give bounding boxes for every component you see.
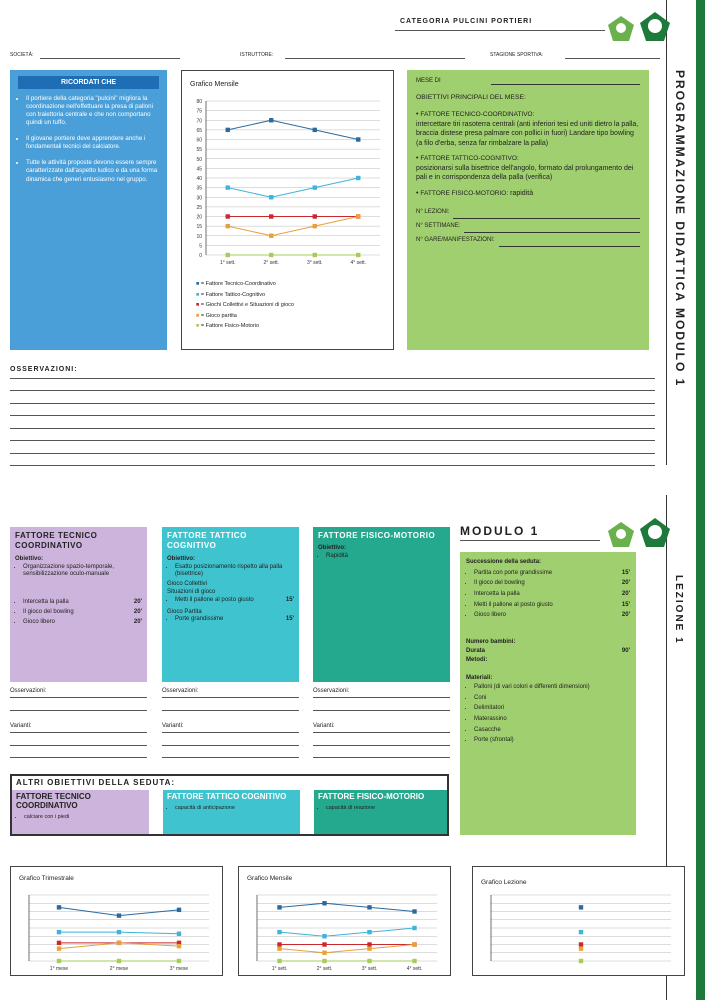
altri-col-item: • calciare con i piedi <box>24 814 145 820</box>
data-point <box>117 930 121 934</box>
settimane-field[interactable] <box>464 219 640 233</box>
data-point <box>322 942 326 946</box>
legend-item-tattico: ■ = Fattore Tattico-Cognitivo <box>196 291 266 298</box>
y-tick-label: 50 <box>196 156 202 163</box>
y-tick-label: 30 <box>196 195 202 202</box>
lezioni-field[interactable] <box>453 205 640 219</box>
side-title-top: PROGRAMMAZIONE DIDATTICA MODULO 1 <box>673 70 687 388</box>
legend-item-tecnico: ■ = Fattore Tecnico-Coordinativo <box>196 281 276 287</box>
societa-field[interactable] <box>40 58 180 59</box>
data-point <box>367 905 371 909</box>
data-point <box>579 946 583 950</box>
x-tick-label: 1° sett. <box>271 966 288 972</box>
fattore-fisico-title: FATTORE FISICO-MOTORIO <box>318 531 436 540</box>
data-point <box>57 905 61 909</box>
altri-obiettivi-title: ALTRI OBIETTIVI DELLA SEDUTA: <box>16 778 176 787</box>
esercizio-item: • Porte grandissime 15' <box>175 616 294 624</box>
y-tick-label: 0 <box>199 253 202 259</box>
y-tick-label: 35 <box>196 185 202 192</box>
altri-col-title: FATTORE FISICO-MOTORIO <box>318 792 425 801</box>
obiettivo-item: • Rapidità <box>326 553 445 561</box>
write-line[interactable] <box>162 745 299 746</box>
ricordati-item: • Tutte le attività proposte devono essere sempre caratterizzate dall'aspetto ludico e da una forma dinamica che generi entusiasmo nel gruppo. <box>26 159 159 183</box>
write-line[interactable] <box>10 403 655 404</box>
fattore-tattico-box <box>162 527 299 682</box>
y-tick-label: 70 <box>196 118 202 125</box>
data-point <box>226 128 230 132</box>
series-line <box>280 945 415 953</box>
gare-label: N° GARE/MANIFESTAZIONI: <box>416 236 495 243</box>
mese-box <box>407 70 649 350</box>
legend-item-fisico: ■ = Fattore Fisico-Motorio <box>196 323 260 329</box>
monthly-chart-panel <box>181 70 394 350</box>
obiettivo-item: • Esatto posizionamento rispetto alla palla (bisettrice) <box>175 564 294 580</box>
modulo-title: MODULO 1 <box>460 524 540 538</box>
write-line[interactable] <box>313 757 450 758</box>
write-line[interactable] <box>10 732 147 733</box>
data-point <box>277 905 281 909</box>
x-tick-label: 3° mese <box>169 966 189 972</box>
obiettivo-label: Obiettivo: <box>318 545 346 552</box>
write-line[interactable] <box>10 465 655 466</box>
y-tick-label: 60 <box>196 137 202 144</box>
x-tick-label: 2° mese <box>109 966 129 972</box>
write-line[interactable] <box>162 697 299 698</box>
data-point <box>367 942 371 946</box>
stagione-label: STAGIONE SPORTIVA: <box>490 52 544 58</box>
data-point <box>177 959 181 963</box>
osservazioni-label: Osservazioni: <box>10 688 47 694</box>
team-badge-icon <box>638 10 672 44</box>
write-line[interactable] <box>10 428 655 429</box>
osservazioni-label: Osservazioni: <box>313 688 350 694</box>
data-point <box>269 214 273 218</box>
esercizio-item: • Gioco libero 20' <box>23 619 142 627</box>
data-point <box>269 253 273 257</box>
data-point <box>579 959 583 963</box>
successione-item: • Il gioco del bowling 20' <box>474 579 630 588</box>
monthly-chart-legend <box>196 279 294 332</box>
altri-tecnico <box>12 790 149 834</box>
materiale-item: • Materassino <box>474 715 630 724</box>
y-tick-label: 40 <box>196 176 202 182</box>
data-point <box>322 901 326 905</box>
top-divider-line <box>666 0 667 465</box>
obiettivo-fisico: • FATTORE FISICO-MOTORIO: rapidità <box>416 189 534 197</box>
altri-col-title: FATTORE TECNICO COORDINATIVO <box>16 792 91 810</box>
altri-col-title: FATTORE TATTICO COGNITIVO <box>167 792 287 801</box>
data-point <box>226 185 230 189</box>
write-line[interactable] <box>10 390 655 391</box>
data-point <box>412 926 416 930</box>
write-line[interactable] <box>10 697 147 698</box>
y-tick-label: 20 <box>196 214 202 221</box>
y-tick-label: 5 <box>199 243 202 250</box>
data-point <box>57 941 61 945</box>
goalkeeper-logo-icon <box>606 520 636 550</box>
data-point <box>412 909 416 913</box>
data-point <box>313 214 317 218</box>
data-point <box>277 942 281 946</box>
data-point <box>226 253 230 257</box>
data-point <box>226 224 230 228</box>
fattore-tattico-title: FATTORE TATTICO COGNITIVO <box>167 531 247 551</box>
data-point <box>177 932 181 936</box>
side-color-bar <box>696 0 705 1000</box>
obiettivo-tecnico: • FATTORE TECNICO-COORDINATIVO: intercettare tiri rasoterra centrali (anti inferiori tesi ed uniti dietro la palla, braccia distese presa palmare con pollici in fuori) Landare tipo bowling (a filo d'erba, senza far rimbalzare la palla) <box>416 111 639 147</box>
y-tick-label: 75 <box>196 108 202 115</box>
y-tick-label: 65 <box>196 127 202 134</box>
legend-item-partita: ■ = Gioco partita <box>196 312 237 319</box>
esercizio-item: • Il gioco del bowling 20' <box>23 609 142 617</box>
data-point <box>367 959 371 963</box>
y-tick-label: 45 <box>196 166 202 173</box>
obiettivo-tattico: • FATTORE TATTICO-COGNITIVO: posizionarsi sulla bisettrice dell'angolo, formato dal prolungamento dei pali e in corrispondenza della palla (verifica) <box>416 155 634 182</box>
successione-item: • Partita con porte grandissime 15' <box>474 569 630 578</box>
data-point <box>57 946 61 950</box>
quarterly-chart <box>15 889 215 973</box>
data-point <box>579 905 583 909</box>
write-line[interactable] <box>10 378 655 379</box>
durata-row: Durata 90' <box>466 647 630 654</box>
write-line[interactable] <box>10 745 147 746</box>
materiali-title: Materiali: <box>466 675 493 682</box>
settimane-label: N° SETTIMANE: <box>416 222 461 229</box>
obiettivo-item: • Organizzazione spazio-temporale, sensibilizzazione oculo-manuale <box>23 564 142 580</box>
lesson-chart-title: Grafico Lezione <box>481 879 527 886</box>
quarterly-chart-title: Grafico Trimestrale <box>19 875 74 882</box>
x-tick-label: 2° sett. <box>316 966 333 972</box>
successione-item: • Gioco libero 20' <box>474 611 630 620</box>
fattore-tecnico-title: FATTORE TECNICO COORDINATIVO <box>15 531 98 551</box>
altri-tattico <box>163 790 300 834</box>
monthly-small-chart-panel <box>238 866 451 976</box>
data-point <box>412 959 416 963</box>
sub-heading: Gioco Partita <box>167 608 202 615</box>
data-point <box>356 137 360 141</box>
lezioni-label: N° LEZIONI: <box>416 208 450 215</box>
x-tick-label: 1° sett. <box>219 260 236 266</box>
materiale-item: • Palloni (di vari colori e differenti dimensioni) <box>474 683 630 692</box>
ricordati-box <box>10 70 167 350</box>
x-tick-label: 3° sett. <box>306 260 323 266</box>
data-point <box>367 930 371 934</box>
series-line <box>280 903 415 911</box>
legend-item-giochi: ■ = Giochi Collettivi e Situazioni di gioco <box>196 302 294 308</box>
write-line[interactable] <box>313 732 450 733</box>
data-point <box>177 908 181 912</box>
varianti-label: Varianti: <box>10 723 32 729</box>
quarterly-chart-panel <box>10 866 223 976</box>
write-line[interactable] <box>313 745 450 746</box>
x-tick-label: 4° sett. <box>406 966 423 972</box>
ricordati-item: • Il giovane portiere deve apprendere anche i fondamentali tecnici del calciatore. <box>26 135 159 151</box>
ricordati-item: • Il portiere della categoria "pulcini" migliora la coordinazione nell'effettuare la presa di palloni con traiettoria centrale e che non comportano quindi un tuffo. <box>26 95 159 127</box>
obiettivo-label: Obiettivo: <box>167 555 195 562</box>
x-tick-label: 3° sett. <box>361 966 378 972</box>
obiettivi-title: OBIETTIVI PRINCIPALI DEL MESE: <box>416 94 526 101</box>
metodi-label: Metodi: <box>466 656 488 663</box>
y-tick-label: 10 <box>196 233 202 240</box>
data-point <box>269 195 273 199</box>
write-line[interactable] <box>313 697 450 698</box>
x-tick-label: 4° sett. <box>350 260 367 266</box>
materiale-item: • Coni <box>474 694 630 703</box>
monthly-chart <box>186 95 386 275</box>
mese-di-field[interactable] <box>491 76 640 85</box>
obiettivo-label: Obiettivo: <box>15 555 43 562</box>
data-point <box>313 185 317 189</box>
stagione-field[interactable] <box>565 58 660 59</box>
write-line[interactable] <box>313 710 450 711</box>
series-line <box>280 928 415 936</box>
istruttore-field[interactable] <box>285 58 465 59</box>
numero-bambini-label: Numero bambini: <box>466 639 516 646</box>
data-point <box>356 176 360 180</box>
write-line[interactable] <box>162 732 299 733</box>
y-tick-label: 55 <box>196 147 202 154</box>
mese-di-label: MESE DI <box>416 77 441 84</box>
osservazioni-title: OSSERVAZIONI: <box>10 366 78 373</box>
data-point <box>579 930 583 934</box>
x-tick-label: 1° mese <box>49 966 69 972</box>
ricordati-title: RICORDATI CHE <box>18 76 159 89</box>
varianti-label: Varianti: <box>162 723 184 729</box>
write-line[interactable] <box>10 415 655 416</box>
data-point <box>322 934 326 938</box>
sub-heading: Situazioni di gioco <box>167 588 216 595</box>
altri-fisico <box>314 790 447 834</box>
altri-col-item: • capacità di anticipazione <box>175 805 296 811</box>
istruttore-label: ISTRUTTORE: <box>240 52 274 58</box>
esercizio-item: • Metti il pallone al posto giusto 15' <box>175 597 294 605</box>
data-point <box>226 214 230 218</box>
osservazioni-label: Osservazioni: <box>162 688 199 694</box>
y-tick-label: 15 <box>196 224 202 231</box>
header-rule <box>395 30 605 31</box>
y-tick-label: 25 <box>196 204 202 211</box>
successione-title: Successione della seduta: <box>466 559 542 565</box>
data-point <box>117 913 121 917</box>
successione-item: • Intercetta la palla 20' <box>474 590 630 599</box>
fattore-fisico-box <box>313 527 450 682</box>
x-tick-label: 2° sett. <box>263 260 280 266</box>
data-point <box>117 959 121 963</box>
data-point <box>269 118 273 122</box>
write-line[interactable] <box>10 710 147 711</box>
write-line[interactable] <box>162 757 299 758</box>
lesson-chart <box>477 889 677 973</box>
team-badge-icon <box>638 516 672 550</box>
data-point <box>269 234 273 238</box>
data-point <box>277 946 281 950</box>
data-point <box>356 253 360 257</box>
data-point <box>313 128 317 132</box>
successione-box <box>460 552 636 835</box>
data-point <box>322 951 326 955</box>
monthly-chart-title: Grafico Mensile <box>190 81 239 88</box>
goalkeeper-logo-icon <box>606 14 636 44</box>
sub-heading: Gioco Collettivi <box>167 581 208 588</box>
data-point <box>412 942 416 946</box>
data-point <box>313 224 317 228</box>
write-line[interactable] <box>10 757 147 758</box>
data-point <box>322 959 326 963</box>
altri-obiettivi-box <box>10 774 449 836</box>
data-point <box>356 214 360 218</box>
monthly-small-chart-title: Grafico Mensile <box>247 875 293 882</box>
data-point <box>277 930 281 934</box>
successione-item: • Metti il pallone al posto giusto 15' <box>474 601 630 610</box>
monthly-small-chart <box>243 889 443 973</box>
y-tick-label: 80 <box>196 99 202 105</box>
write-line[interactable] <box>10 440 655 441</box>
gare-field[interactable] <box>499 233 640 247</box>
data-point <box>367 946 371 950</box>
data-point <box>313 253 317 257</box>
lesson-chart-panel <box>472 866 685 976</box>
category-title: CATEGORIA PULCINI PORTIERI <box>400 18 533 25</box>
materiale-item: • Casacche <box>474 726 630 735</box>
fattore-tecnico-box <box>10 527 147 682</box>
side-title-bottom: LEZIONE 1 <box>673 575 684 645</box>
write-line[interactable] <box>10 453 655 454</box>
data-point <box>57 959 61 963</box>
data-point <box>579 942 583 946</box>
modulo-rule <box>460 540 600 541</box>
data-point <box>277 959 281 963</box>
data-point <box>177 944 181 948</box>
societa-label: SOCIETÀ: <box>10 52 34 58</box>
materiale-item: • Delimitatori <box>474 704 630 713</box>
varianti-label: Varianti: <box>313 723 335 729</box>
data-point <box>57 930 61 934</box>
esercizio-item: • Intercetta la palla 20' <box>23 599 142 607</box>
data-point <box>117 941 121 945</box>
write-line[interactable] <box>162 710 299 711</box>
materiale-item: • Porte (sfrontal) <box>474 736 630 745</box>
altri-col-item: • capacità di reazione <box>326 805 443 811</box>
